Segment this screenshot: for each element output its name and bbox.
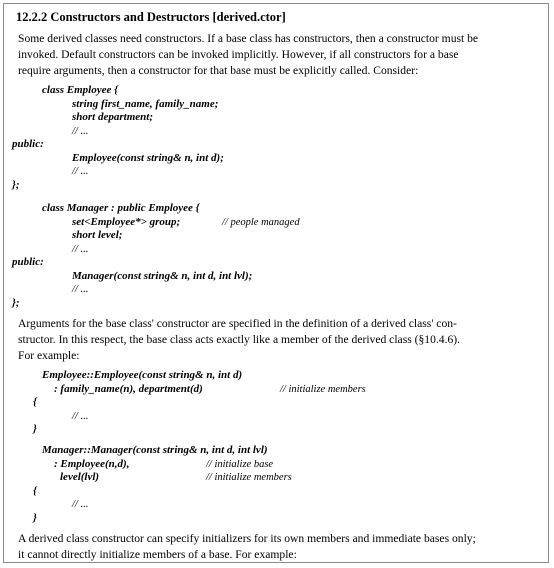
- code-line: [12, 179, 20, 193]
- code-text: string first_name, family_name;: [72, 97, 219, 110]
- code-line: [72, 498, 88, 512]
- code-line: [42, 369, 242, 383]
- paragraph-line: invoked. Default constructors can be invoked implicitly. However, if all constructors for a base: [18, 48, 459, 61]
- code-text: // ...: [72, 166, 89, 177]
- code-line: [33, 485, 37, 499]
- code-text: : family_name(n), department(d): [54, 382, 203, 395]
- code-line: [54, 458, 129, 472]
- paragraph-line: it cannot directly initialize members of a base. For example:: [18, 548, 297, 561]
- code-text: }: [33, 423, 37, 435]
- code-text: Manager(const string& n, int d, int lvl);: [72, 269, 253, 282]
- paragraph-line: A derived class constructor can specify initializers for its own members and immediate bases only;: [18, 532, 476, 545]
- code-line: [33, 396, 37, 410]
- code-text: short level;: [72, 229, 123, 241]
- paragraph-intro: [18, 31, 538, 79]
- code-text: Employee::Employee(const string& n, int d): [42, 369, 243, 381]
- code-comment: // people managed: [222, 216, 300, 228]
- code-line: [72, 283, 88, 297]
- code-text: }: [33, 511, 37, 524]
- code-line: [42, 84, 118, 98]
- code-text: class Employee {: [42, 84, 118, 96]
- paragraph-base-arguments: [18, 316, 538, 364]
- paragraph-line: require arguments, then a constructor for that base must be explicitly called. Consider:: [18, 64, 419, 77]
- code-text: // ...: [72, 125, 89, 137]
- paragraph-initializers: [18, 531, 538, 563]
- code-text: level(lvl): [60, 471, 100, 483]
- code-text: // ...: [72, 243, 89, 255]
- code-line: [12, 138, 44, 152]
- section-title: Constructors and Destructors [derived.ctor]: [50, 10, 286, 24]
- code-line: [12, 297, 20, 311]
- code-line: [60, 471, 99, 485]
- code-line: [72, 410, 88, 424]
- code-text: // ...: [72, 499, 89, 510]
- code-text: : Employee(n,d),: [54, 457, 130, 470]
- code-line: [72, 243, 88, 257]
- code-text: };: [12, 178, 20, 191]
- code-comment: // initialize base: [206, 458, 274, 470]
- code-line: [72, 216, 180, 230]
- code-line: [54, 383, 203, 397]
- code-text: {: [33, 396, 37, 408]
- code-line: [72, 98, 218, 112]
- code-line: [33, 512, 37, 526]
- code-line: [72, 152, 224, 166]
- code-line: [72, 229, 122, 243]
- code-text: Manager::Manager(const string& n, int d, int lvl): [42, 444, 268, 456]
- code-line: [42, 444, 268, 458]
- code-line: [42, 202, 200, 216]
- section-number: 12.2.2: [16, 10, 48, 24]
- code-text: set<Employee*> group;: [72, 215, 181, 228]
- code-text: {: [33, 484, 37, 497]
- code-line: [72, 270, 252, 284]
- paragraph-line: Arguments for the base class' constructor are specified in the definition of a derived class' con-: [18, 317, 457, 330]
- code-line: [12, 256, 44, 270]
- code-text: Employee(const string& n, int d);: [72, 151, 224, 164]
- code-line: [72, 125, 88, 139]
- code-line: [33, 423, 37, 437]
- code-line: [72, 165, 88, 179]
- code-text: // ...: [72, 284, 89, 295]
- document-page: [3, 3, 549, 563]
- section-heading: [16, 10, 286, 25]
- paragraph-line: Some derived classes need constructors. If a base class has constructors, then a constructor must be: [18, 32, 479, 45]
- code-text: class Manager : public Employee {: [42, 202, 200, 214]
- paragraph-line: structor. In this respect, the base class acts exactly like a member of the derived class (§10.4.6).: [18, 333, 461, 346]
- paragraph-line: For example:: [18, 349, 80, 362]
- code-comment: // initialize members: [280, 383, 366, 395]
- code-line: [72, 111, 153, 125]
- code-text: };: [12, 296, 20, 309]
- code-text: public:: [12, 138, 44, 150]
- code-comment: // initialize members: [206, 472, 292, 483]
- code-text: short department;: [72, 111, 153, 123]
- code-text: // ...: [72, 410, 89, 422]
- code-text: public:: [12, 256, 44, 268]
